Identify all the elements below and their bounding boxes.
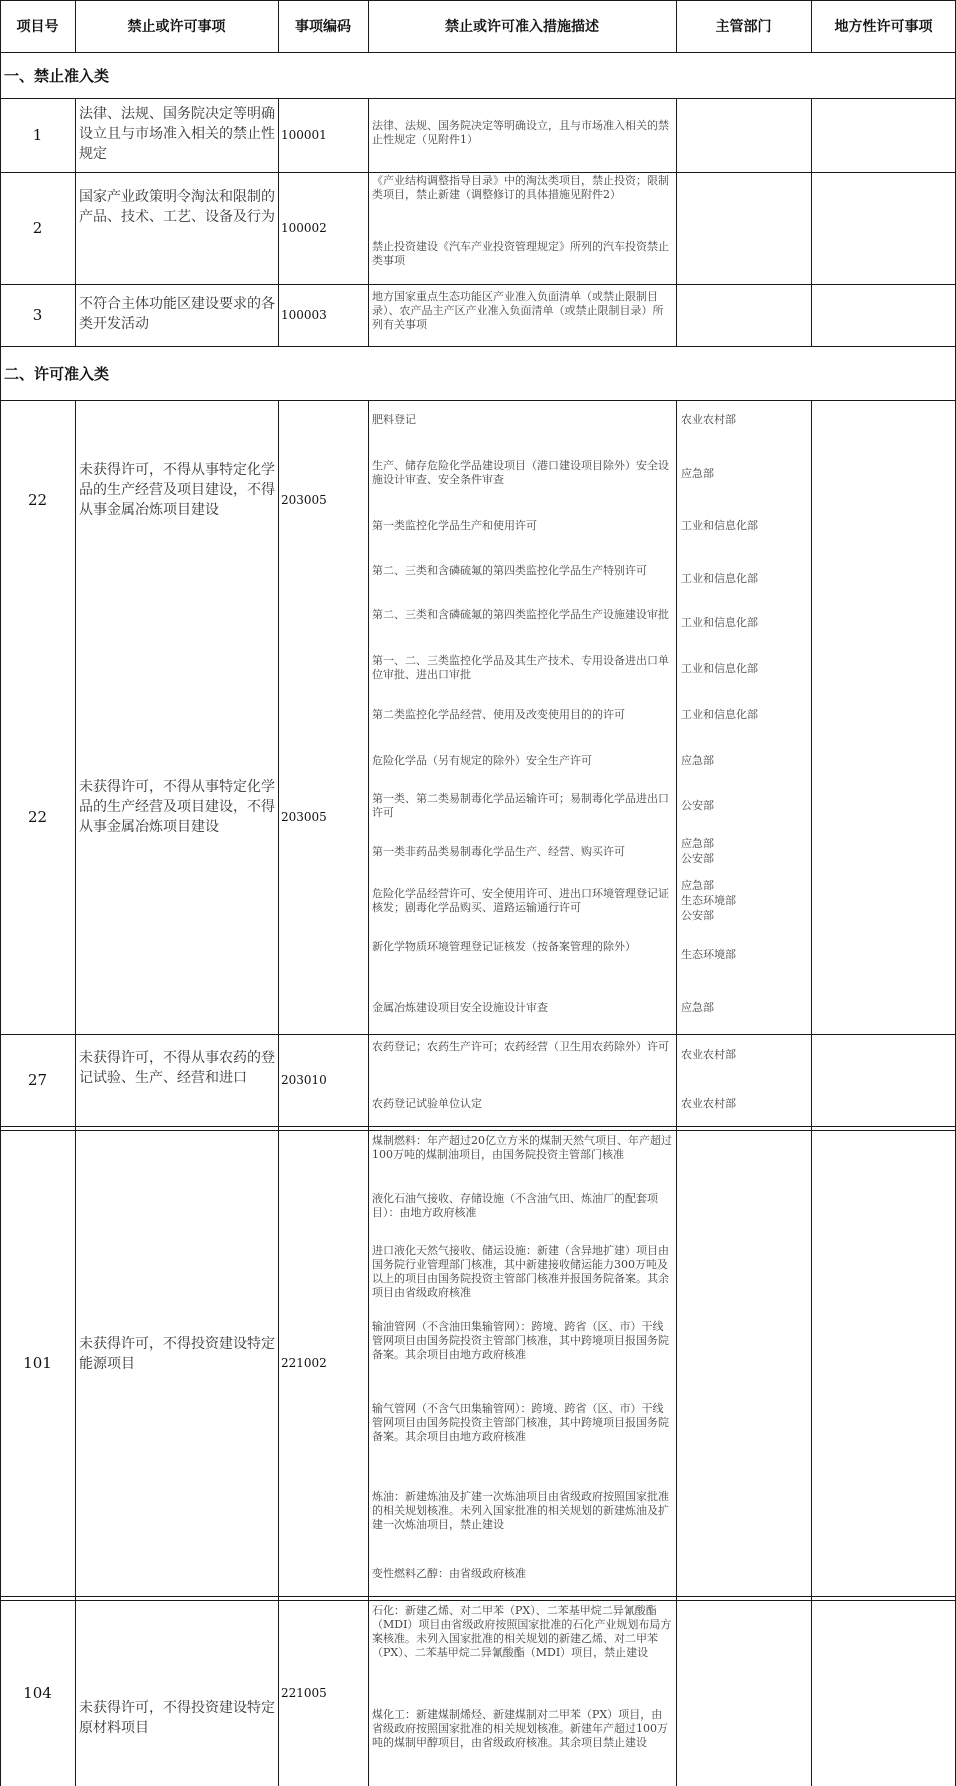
grid-line xyxy=(811,0,812,52)
row-1-code: 100001 xyxy=(281,128,327,142)
grid-line xyxy=(278,400,279,1786)
grid-line xyxy=(75,400,76,1786)
row-101-desc: 输气管网（不含气田集输管网）：跨境、跨省（区、市）干线管网项目由国务院投资主管部门核准，其中跨境项目报国务院备案。其余项目由地方政府核准 xyxy=(372,1402,669,1443)
row-22-desc: 第一、二、三类监控化学品及其生产技术、专用设备进出口单位审批、进出口审批 xyxy=(372,654,669,681)
row-22-desc: 金属冶炼建设项目安全设施设计审查 xyxy=(372,1001,548,1014)
row-101-desc: 煤制燃料：年产超过20亿立方米的煤制天然气项目、年产超过100万吨的煤制油项目，由国务院投资主管部门核准 xyxy=(372,1134,672,1161)
row-22b-id: 22 xyxy=(27,808,48,826)
grid-line xyxy=(368,98,369,346)
grid-line xyxy=(0,1600,956,1601)
grid-line xyxy=(676,0,677,52)
grid-line xyxy=(676,400,677,1786)
grid-line xyxy=(0,1130,956,1131)
row-104-item: 未获得许可，不得投资建设特定原材料项目 xyxy=(79,1700,275,1736)
grid-line xyxy=(0,1034,956,1035)
row-22b-item: 未获得许可，不得从事特定化学品的生产经营及项目建设，不得从事金属冶炼项目建设 xyxy=(79,779,275,835)
row-22-desc: 第二类监控化学品经营、使用及改变使用目的的许可 xyxy=(372,708,625,721)
row-101-code: 221002 xyxy=(281,1356,327,1370)
row-101-desc: 进口液化天然气接收、储运设施：新建（含异地扩建）项目由国务院行业管理部门核准，其中新建接收储运能力300万吨及以上的项目由国务院投资主管部门核准并报国务院备案。其余项目由省级政府核准 xyxy=(372,1244,669,1299)
row-27-desc: 农药登记试验单位认定 xyxy=(372,1097,482,1110)
grid-line xyxy=(0,98,956,99)
row-27-dept: 农业农村部 xyxy=(681,1097,736,1110)
row-27-dept: 农业农村部 xyxy=(681,1048,736,1061)
grid-line xyxy=(0,400,956,401)
row-2-code: 100002 xyxy=(281,221,327,235)
row-27-code: 203010 xyxy=(281,1073,327,1087)
row-22-dept: 应急部 xyxy=(681,879,714,892)
row-3-item: 不符合主体功能区建设要求的各类开发活动 xyxy=(79,296,275,332)
row-104-id: 104 xyxy=(23,1684,52,1702)
row-22-dept: 应急部 xyxy=(681,1001,714,1014)
row-3-code: 100003 xyxy=(281,308,327,322)
row-22-dept: 生态环境部 xyxy=(681,948,736,961)
grid-line xyxy=(368,400,369,1786)
row-22-desc: 第二、三类和含磷硫氟的第四类监控化学品生产特别许可 xyxy=(372,564,647,577)
row-2-id: 2 xyxy=(32,219,43,237)
grid-line xyxy=(676,98,677,346)
row-22-desc: 危险化学品（另有规定的除外）安全生产许可 xyxy=(372,754,592,767)
row-22-dept: 应急部 xyxy=(681,754,714,767)
grid-line xyxy=(368,0,369,52)
row-22-dept: 应急部 xyxy=(681,467,714,480)
grid-line xyxy=(75,98,76,346)
row-22-dept: 应急部 xyxy=(681,837,714,850)
header-dept: 主管部门 xyxy=(715,19,772,35)
row-101-desc: 变性燃料乙醇：由省级政府核准 xyxy=(372,1567,526,1580)
row-22-dept: 工业和信息化部 xyxy=(681,616,758,629)
header-desc: 禁止或许可准入措施描述 xyxy=(445,19,599,35)
section-title-prohibited: 一、禁止准入类 xyxy=(4,66,110,85)
row-27-item: 未获得许可，不得从事农药的登记试验、生产、经营和进口 xyxy=(79,1050,275,1086)
row-22-desc: 生产、储存危险化学品建设项目（港口建设项目除外）安全设施设计审查、安全条件审查 xyxy=(372,459,669,486)
row-1-desc: 法律、法规、国务院决定等明确设立，且与市场准入相关的禁止性规定（见附件1） xyxy=(372,119,669,146)
row-1-item: 法律、法规、国务院决定等明确设立且与市场准入相关的禁止性规定 xyxy=(79,106,275,162)
row-22-dept: 农业农村部 xyxy=(681,413,736,426)
row-22-dept: 公安部 xyxy=(681,852,714,865)
row-2-desc-2: 禁止投资建设《汽车产业投资管理规定》所列的汽车投资禁止类事项 xyxy=(372,240,669,267)
row-22-desc: 第一类、第二类易制毒化学品运输许可；易制毒化学品进出口许可 xyxy=(372,792,669,819)
grid-line xyxy=(0,284,956,285)
grid-line xyxy=(75,0,76,52)
row-22-desc: 第一类监控化学品生产和使用许可 xyxy=(372,519,537,532)
row-22-desc: 第一类非药品类易制毒化学品生产、经营、购买许可 xyxy=(372,845,625,858)
row-101-desc: 液化石油气接收、存储设施（不含油气田、炼油厂的配套项目）：由地方政府核准 xyxy=(372,1192,658,1219)
header-local: 地方性许可事项 xyxy=(834,19,933,35)
row-101-desc: 输油管网（不含油田集输管网）：跨境、跨省（区、市）干线管网项目由国务院投资主管部门核准，其中跨境项目报国务院备案。其余项目由地方政府核准 xyxy=(372,1320,669,1361)
header-item: 禁止或许可事项 xyxy=(127,19,226,35)
row-27-id: 27 xyxy=(27,1071,48,1089)
row-22-dept: 公安部 xyxy=(681,799,714,812)
row-101-id: 101 xyxy=(23,1354,52,1372)
grid-line xyxy=(0,172,956,173)
row-104-code: 221005 xyxy=(281,1686,327,1700)
row-27-desc: 农药登记；农药生产许可；农药经营（卫生用农药除外）许可 xyxy=(372,1040,669,1053)
row-22-dept: 公安部 xyxy=(681,909,714,922)
row-22-dept: 生态环境部 xyxy=(681,894,736,907)
grid-line xyxy=(0,52,956,53)
row-22-desc: 第二、三类和含磷硫氟的第四类监控化学品生产设施建设审批 xyxy=(372,608,669,621)
row-22b-code: 203005 xyxy=(281,810,327,824)
row-101-desc: 炼油：新建炼油及扩建一次炼油项目由省级政府按照国家批准的相关规划核准。未列入国家批准的相关规划的新建炼油及扩建一次炼油项目，禁止建设 xyxy=(372,1490,669,1531)
row-2-desc-1: 《产业结构调整指导目录》中的淘汰类项目，禁止投资；限制类项目，禁止新建（调整修订的具体措施见附件2） xyxy=(372,174,669,201)
grid-line xyxy=(0,0,1,1786)
row-2-item: 国家产业政策明令淘汰和限制的产品、技术、工艺、设备及行为 xyxy=(79,189,275,225)
grid-line xyxy=(0,0,956,1)
row-101-item: 未获得许可，不得投资建设特定能源项目 xyxy=(79,1336,275,1372)
row-22-desc: 肥料登记 xyxy=(372,413,416,426)
row-22-dept: 工业和信息化部 xyxy=(681,662,758,675)
row-22-dept: 工业和信息化部 xyxy=(681,572,758,585)
row-3-id: 3 xyxy=(32,306,43,324)
row-22a-item: 未获得许可，不得从事特定化学品的生产经营及项目建设，不得从事金属冶炼项目建设 xyxy=(79,462,275,518)
grid-line xyxy=(0,346,956,347)
row-22a-code: 203005 xyxy=(281,493,327,507)
row-22-desc: 危险化学品经营许可、安全使用许可、进出口环境管理登记证核发；剧毒化学品购买、道路运输通行许可 xyxy=(372,887,669,914)
header-id: 项目号 xyxy=(16,19,59,35)
row-104-desc: 石化：新建乙烯、对二甲苯（PX）、二苯基甲烷二异氰酸酯（MDI）项目由省级政府按照国家批准的石化产业规划布局方案核准。未列入国家批准的相关规划的新建乙烯、对二甲苯（PX）、二苯基甲烷二异氰酸酯（MDI）项目，禁止建设 xyxy=(372,1604,672,1659)
header-code: 事项编码 xyxy=(295,19,351,35)
grid-line xyxy=(278,98,279,346)
row-22a-id: 22 xyxy=(27,491,48,509)
row-1-id: 1 xyxy=(32,126,43,144)
section-title-licensed: 二、许可准入类 xyxy=(4,364,110,383)
grid-line xyxy=(811,400,812,1786)
grid-line xyxy=(811,98,812,346)
grid-line xyxy=(0,1596,956,1597)
row-104-desc: 煤化工：新建煤制烯烃、新建煤制对二甲苯（PX）项目，由省级政府按照国家批准的相关规划核准。新建年产超过100万吨的煤制甲醇项目，由省级政府核准。其余项目禁止建设 xyxy=(372,1708,668,1749)
grid-line xyxy=(0,1126,956,1127)
row-3-desc: 地方国家重点生态功能区产业准入负面清单（或禁止限制目录）、农产品主产区产业准入负面清单（或禁止限制目录）所列有关事项 xyxy=(372,290,664,331)
row-22-dept: 工业和信息化部 xyxy=(681,519,758,532)
grid-line xyxy=(278,0,279,52)
row-22-dept: 工业和信息化部 xyxy=(681,708,758,721)
row-22-desc: 新化学物质环境管理登记证核发（按备案管理的除外） xyxy=(372,940,636,953)
